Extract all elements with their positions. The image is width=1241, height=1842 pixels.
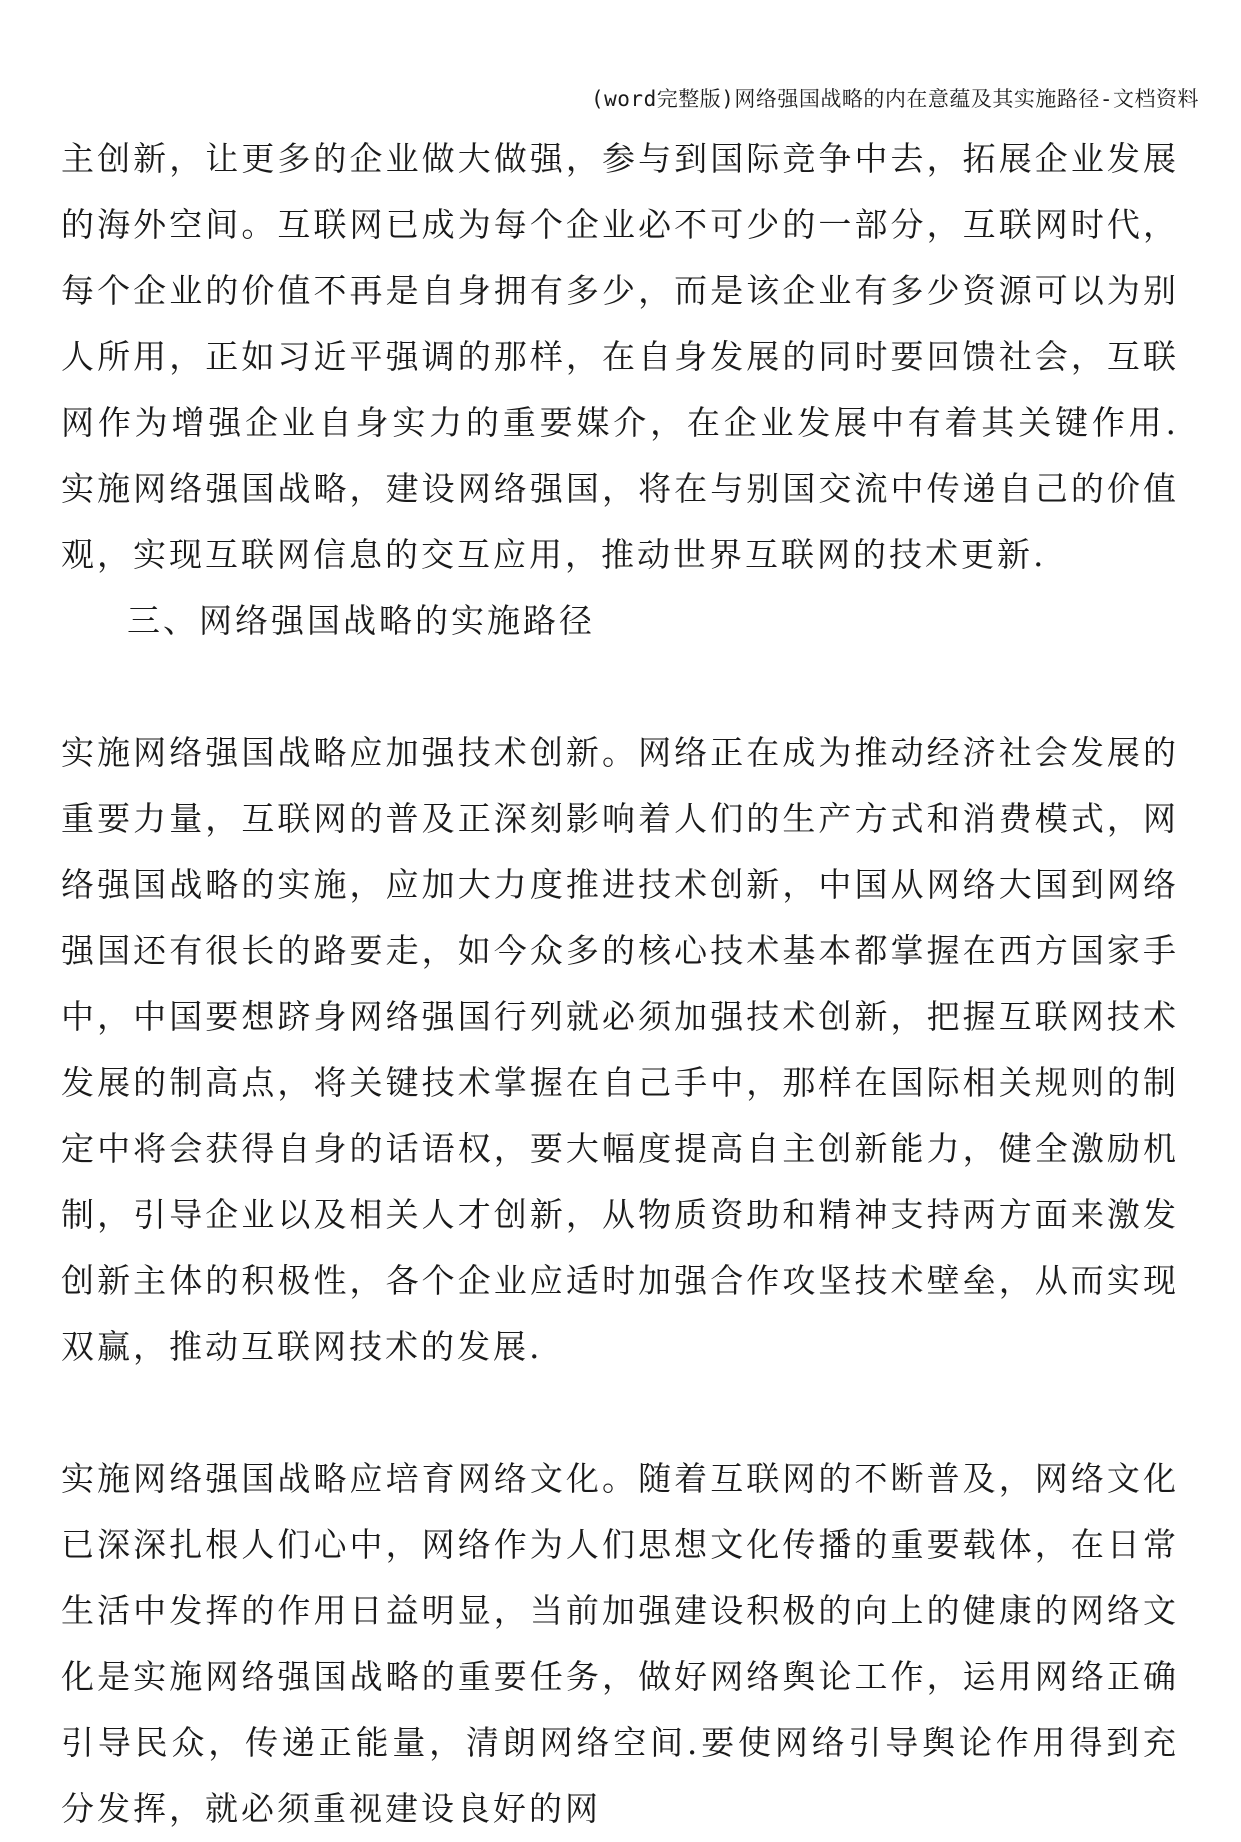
paragraph-gap (61, 654, 1179, 720)
paragraph-technology-innovation: 实施网络强国战略应加强技术创新。网络正在成为推动经济社会发展的重要力量，互联网的普及正深刻影响着人们的生产方式和消费模式，网络强国战略的实施，应加大力度推进技术创新，中国从网络大国到网络强国还有很长的路要走，如今众多的核心技术基本都掌握在西方国家手中，中国要想跻身网络强国行列就必须加强技术创新，把握互联网技术发展的制高点，将关键技术掌握在自己手中，那样在国际相关规则的制定中将会获得自身的话语权，要大幅度提高自主创新能力，健全激励机制，引导企业以及相关人才创新，从物质资助和精神支持两方面来激发创新主体的积极性，各个企业应适时加强合作攻坚技术壁垒，从而实现双赢，推动互联网技术的发展. (61, 733, 1179, 1366)
document-body (61, 126, 1179, 1842)
paragraph-network-culture: 实施网络强国战略应培育网络文化。随着互联网的不断普及，网络文化已深深扎根人们心中，网络作为人们思想文化传播的重要载体，在日常生活中发挥的作用日益明显，当前加强建设积极的向上的健康的网络文化是实施网络强国战略的重要任务，做好网络舆论工作，运用网络正确引导民众，传递正能量，清朗网络空间.要使网络引导舆论作用得到充分发挥，就必须重视建设良好的网 (61, 1459, 1179, 1828)
section-heading: 三、网络强国战略的实施路径 (127, 601, 595, 640)
page-header-title: (word完整版)网络强国战略的内在意蕴及其实施路径-文档资料 (591, 87, 1199, 111)
paragraph-continuation: 主创新，让更多的企业做大做强，参与到国际竞争中去，拓展企业发展的海外空间。互联网已成为每个企业必不可少的一部分，互联网时代，每个企业的价值不再是自身拥有多少，而是该企业有多少资源可以为别人所用，正如习近平强调的那样，在自身发展的同时要回馈社会，互联网作为增强企业自身实力的重要媒介，在企业发展中有着其关键作用.实施网络强国战略，建设网络强国，将在与别国交流中传递自己的价值观，实现互联网信息的交互应用，推动世界互联网的技术更新. (61, 139, 1179, 574)
paragraph-gap (61, 1380, 1179, 1446)
